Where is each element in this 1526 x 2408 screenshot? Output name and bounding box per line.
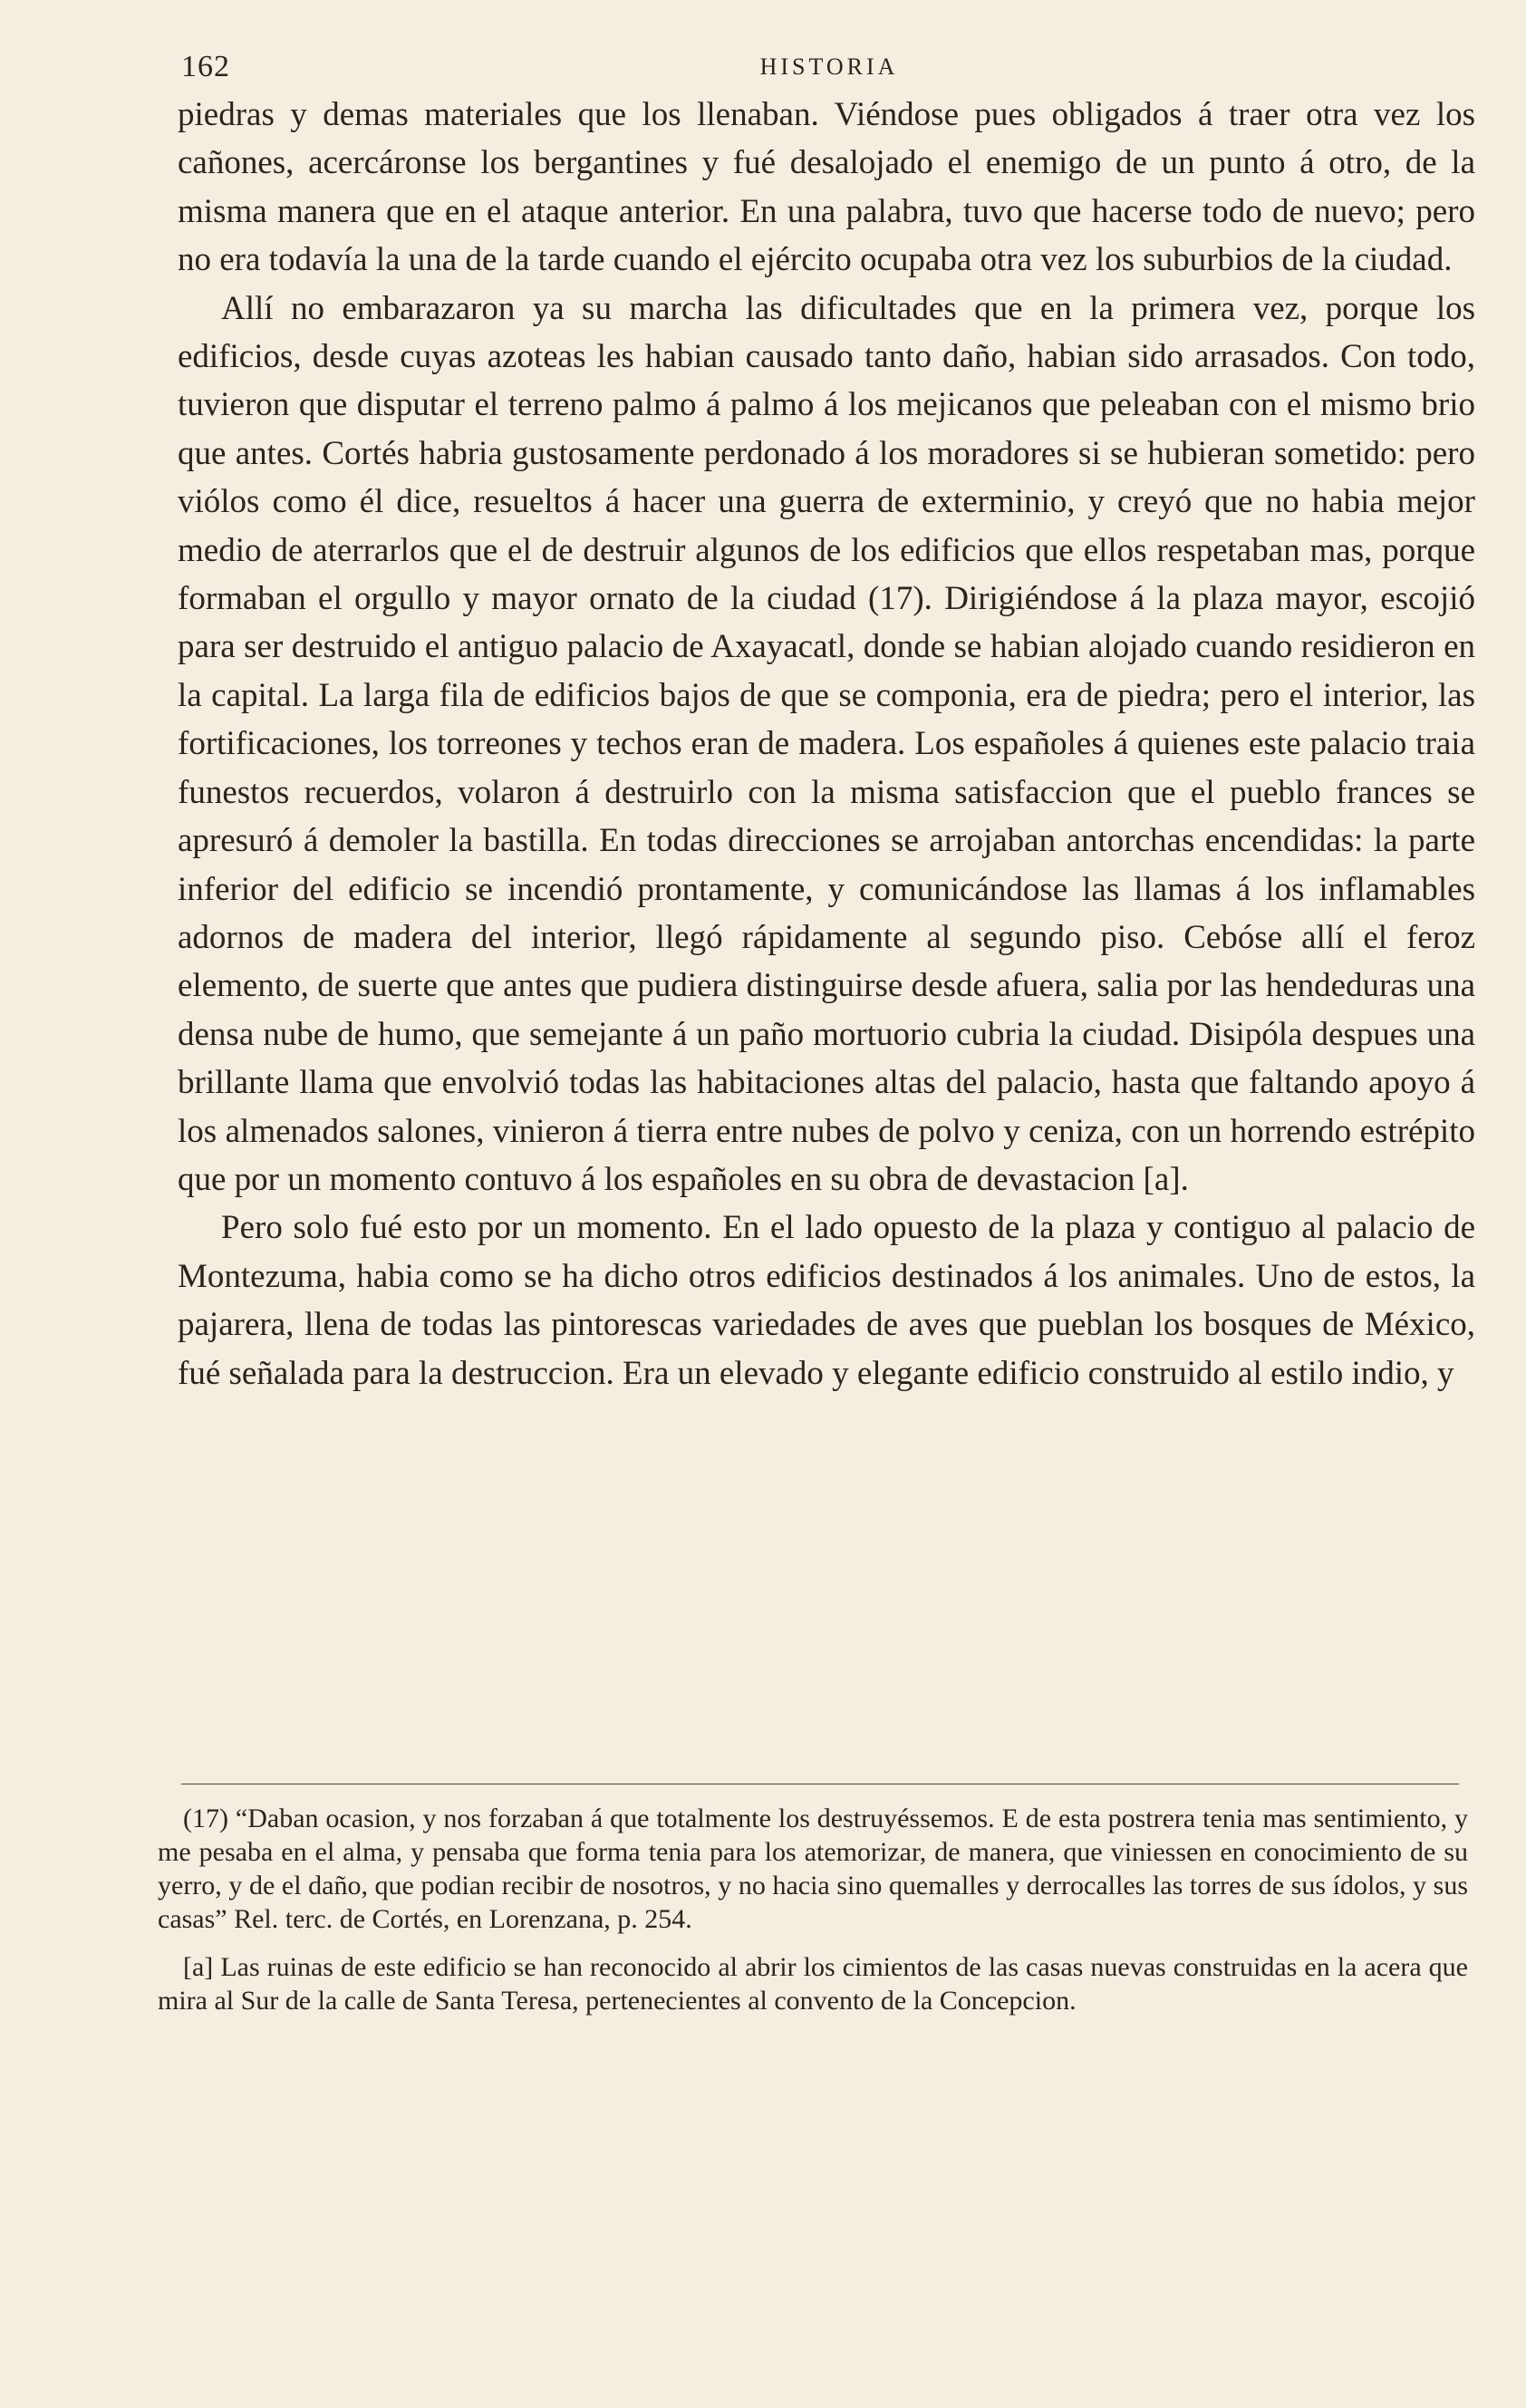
running-title: HISTORIA bbox=[759, 53, 899, 80]
paragraph: Pero solo fué esto por un momento. En el lado opuesto de la plaza y contiguo al palacio de Montezuma, habia como se ha dicho otros edificios destinados á los animales. Uno de estos, la pajarera, llena de todas las pintorescas variedades de aves que pueblan los bosques de México, fué señalada para la destruccion. Era un elevado y elegante edificio construido al estilo indio, y bbox=[178, 1209, 1475, 1392]
running-header bbox=[181, 50, 1477, 86]
paragraph: Allí no embarazaron ya su marcha las dificultades que en la primera vez, porque los edificios, desde cuyas azoteas les habian causado tanto daño, habian sido arrasados. Con todo, tuvieron que disputar el terreno palmo á palmo á los mejicanos que peleaban con el mismo brio que antes. Cortés habria gustosamente perdonado á los moradores si se hubieran sometido: pero viólos como él dice, resueltos á hacer una guerra de exterminio, y creyó que no habia mejor medio de aterrarlos que el de destruir algunos de los edificios que ellos respetaban mas, porque formaban el orgullo y mayor ornato de la ciudad (17). Dirigiéndose á la plaza mayor, escojió para ser destruido el antiguo palacio de Axayacatl, donde se habian alojado cuando residieron en la capital. La larga fila de edificios bajos de que se componia, era de piedra; pero el interior, las fortificaciones, los torreones y techos eran de madera. Los españoles á quienes este palacio traia funestos recuerdos, volaron á destruirlo con la misma satisfaccion que el pueblo frances se apresuró á demoler la bastilla. En todas direcciones se arrojaban antorchas encendidas: la parte inferior del edificio se incendió prontamente, y comunicándose las llamas á los inflamables adornos de madera del interior, llegó rápidamente al segundo piso. Cebóse allí el feroz elemento, de suerte que antes que pudiera distinguirse desde afuera, salia por las hendeduras una densa nube de humo, que semejante á un paño mortuorio cubria la ciudad. Disipóla despues una brillante llama que envolvió todas las habitaciones altas del palacio, hasta que faltando apoyo á los almenados salones, vinieron á tierra entre nubes de polvo y ceniza, con un horrendo estrépito que por un momento contuvo á los españoles en su obra de devastacion [a]. bbox=[178, 289, 1475, 1198]
page-number: 162 bbox=[181, 50, 230, 83]
main-text bbox=[178, 91, 1475, 1397]
footnote-a: [a] Las ruinas de este edificio se han reconocido al abrir los cimientos de las casas nuevas construidas en la acera que mira al Sur de la calle de Santa Teresa, pertenecientes al convento de la Concepcion. bbox=[158, 1952, 1468, 2016]
paragraph: piedras y demas materiales que los llenaban. Viéndose pues obligados á traer otra vez los cañones, acercáronse los bergantines y fué desalojado el enemigo de un punto á otro, de la misma manera que en el ataque anterior. En una palabra, tuvo que hacerse todo de nuevo; pero no era todavía la una de la tarde cuando el ejército ocupaba otra vez los suburbios de la ciudad. bbox=[178, 96, 1475, 279]
footnotes bbox=[158, 1802, 1468, 2032]
footnote-17: (17) “Daban ocasion, y nos forzaban á que totalmente los destruyéssemos. E de esta postrera tenia mas sentimiento, y me pesaba en el alma, y pensaba que forma tenia para los atemorizar, de manera, que viniessen en conocimiento de su yerro, y de el daño, que podian recibir de nosotros, y no hacia sino quemalles y derrocalles las torres de sus ídolos, y sus casas” Rel. terc. de Cortés, en Lorenzana, p. 254. bbox=[158, 1804, 1468, 1934]
